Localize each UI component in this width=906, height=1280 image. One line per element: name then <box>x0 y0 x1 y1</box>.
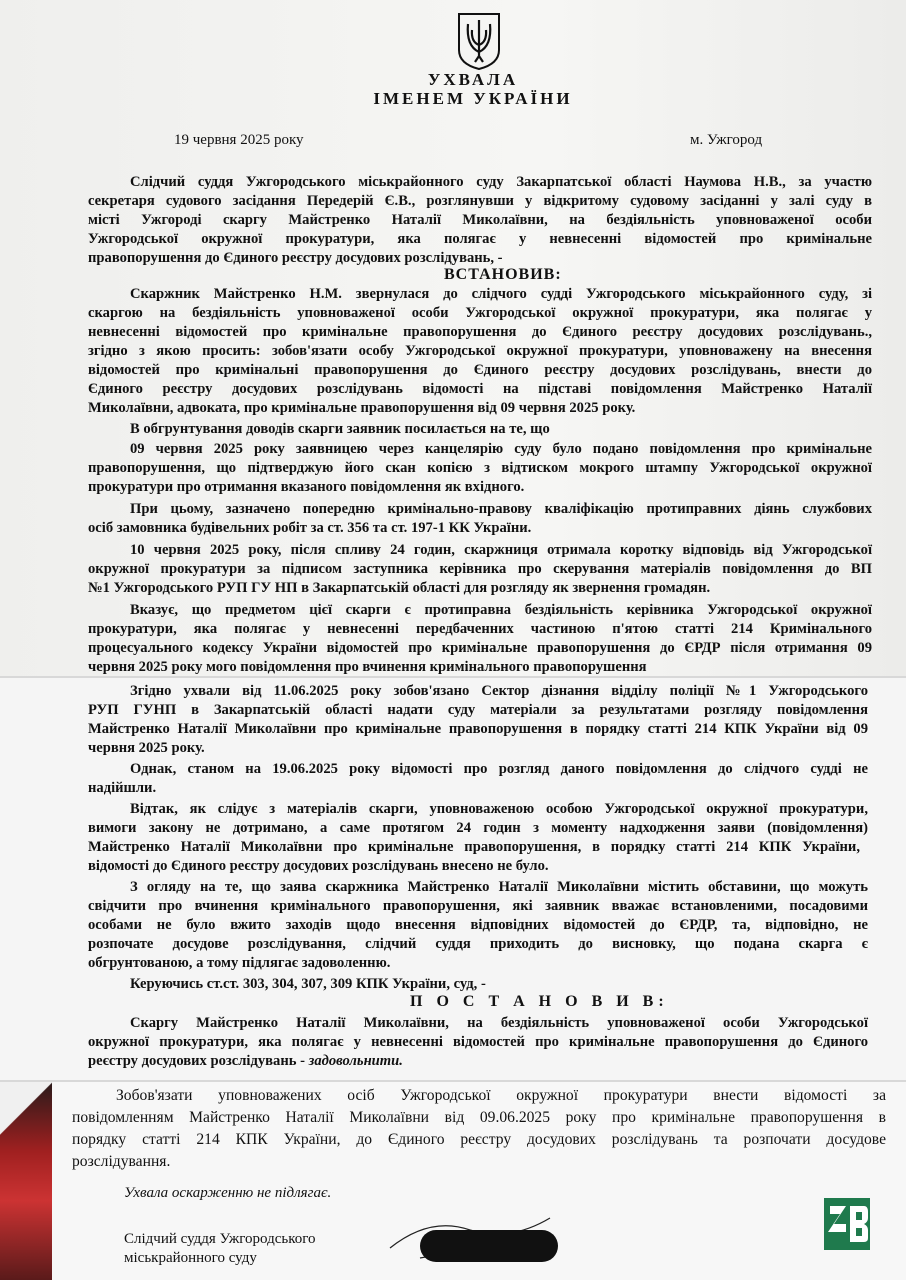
signature-title: міськрайонного суду <box>124 1250 257 1266</box>
text-line: При цьому, зазначено попередню кримінально-правову кваліфікацію протиправних діянь службових <box>130 501 872 517</box>
text-line: №1 Ужгородського РУП ГУ НП в Закарпатській області для розгляду як звернення громадян. <box>88 580 711 596</box>
text-line: Скаргу Майстренко Наталії Миколаївни, на бездіяльність уповноваженої особи Ужгородської <box>130 1015 868 1031</box>
ruling-date: 19 червня 2025 року <box>174 132 304 148</box>
text-line: червня 2025 року мого повідомлення про вчинення кримінального правопорушення <box>88 659 647 675</box>
section-heading-established: ВСТАНОВИВ: <box>444 266 562 283</box>
text-line: повідомленням Майстренко Наталії Миколаївни від 09.06.2025 року про кримінальне правопорушення в <box>72 1109 886 1126</box>
text-line: прокуратури про отримання вказаного повідомлення як вхідного. <box>88 479 525 495</box>
ruling-city: м. Ужгород <box>690 132 763 148</box>
text-line: З огляду на те, що заява скаржника Майстренко Наталії Миколаївни містить обставини, що можуть <box>130 879 868 895</box>
signature-title: Слідчий суддя Ужгородського <box>124 1231 316 1247</box>
text-line: окружної прокуратури, яка полягає у невнесенні відомостей про кримінальне правопорушення до Єдиного <box>88 1034 868 1050</box>
section-heading-ruled: П О С Т А Н О В И В: <box>410 993 669 1010</box>
text-line: відомостей про кримінальні правопорушення до Єдиного реєстру досудових розслідувань, внести до <box>88 362 872 378</box>
text-line: 10 червня 2025 року, після спливу 24 годин, скаржниця отримала коротку відповідь від Ужгородської <box>130 542 872 558</box>
text-line: окружної прокуратури за підписом заступника керівника про скерування матеріалів повідомлення до ВП <box>88 561 872 577</box>
text-line: особами не було вжито заходів щодо внесення відповідних відомостей до ЄРДР, та, відповідно, не <box>88 917 868 933</box>
text-line: Керуючись ст.ст. 303, 304, 307, 309 КПК України, суд, - <box>130 976 486 992</box>
text-line: Згідно ухвали від 11.06.2025 року зобов'язано Сектор дізнання відділу поліції №1 Ужгородського <box>130 683 868 699</box>
trident-coat-of-arms-icon <box>456 12 502 70</box>
text-line: В обгрунтування доводів скарги заявник посилається на те, що <box>130 421 550 437</box>
text-line: відомості до Єдиного реєстру досудових розслідувань внесено не було. <box>88 858 549 874</box>
intro-line: секретаря судового засідання Передерій Є.В., розглянувши у відкритому судовому засіданні у залі суду в <box>88 193 872 209</box>
document-subtitle: ІМЕНЕМ УКРАЇНИ <box>373 89 573 108</box>
text-line: червня 2025 року. <box>88 740 205 756</box>
text-line: Майстренко Наталії Миколаївни про кримінальне правопорушення, в порядку статті 214 КПК України, <box>88 839 860 855</box>
text-line: розпочате досудове розслідування, слідчий суддя приходить до висновку, що подана скарга є <box>88 936 868 952</box>
text-line: надійшли. <box>88 780 157 796</box>
ruled-decision: задовольнити. <box>308 1053 403 1069</box>
text-line: скаргою на бездіяльність уповноваженої особи Ужгородської окружної прокуратури, яка полягає у <box>88 305 872 321</box>
intro-line: Ужгородської окружної прокуратури, яка полягає у невнесенні відомостей про кримінальне <box>88 231 872 247</box>
text-line: процесуального кодексу України відомостей про кримінальне правопорушення до ЄРДР після отримання 09 <box>88 640 872 656</box>
text-line: прокуратури, яка полягає у невнесенні передбаченних частиною п'ятою статті 214 Кримінального <box>88 621 872 637</box>
text-line <box>88 1052 403 1071</box>
document-title: УХВАЛА <box>427 70 519 89</box>
text-line: порядку статті 214 КПК України, до Єдиного реєстру досудових розслідувань та розпочати досудове <box>72 1131 886 1148</box>
redaction-block <box>420 1230 558 1262</box>
z-news-logo-icon <box>824 1198 870 1250</box>
text-line: Майстренко Наталії Миколаївни про кримінальне правопорушення в порядку статті 214 КПК України від 09 <box>88 721 868 737</box>
text-line: невнесенні відомостей про кримінальне правопорушення до Єдиного реєстру досудових розслідувань., <box>88 324 872 340</box>
text-line: вимоги закону не дотримано, а саме протягом 24 годин з моменту надходження заяви (повідомлення) <box>88 820 868 836</box>
intro-line: місті Ужгороді скаргу Майстренко Наталії Миколаївни, на бездіяльність уповноваженої особи <box>88 212 872 228</box>
text-line: правопорушення, що підтверджую його скан копією з відтиском мокрого штампу Ужгородської окружної <box>88 460 872 476</box>
text-line: Вказує, що предметом цієї скарги є протиправна бездіяльність керівника Ужгородської окружної <box>130 602 872 618</box>
text-line: свідчити про вчинення кримінального правопорушення, які заявник вважає встановленими, посадовими <box>88 898 868 914</box>
text-line: Відтак, як слідує з матеріалів скарги, уповноваженою особою Ужгородської окружної прокуратури, <box>130 801 868 817</box>
page-3 <box>0 1082 906 1280</box>
text-line: Миколаївни, адвоката, про кримінальне правопорушення від 09 червня 2025 року. <box>88 400 636 416</box>
text-line: Однак, станом на 19.06.2025 року відомості про розгляд даного повідомлення до слідчого судді не <box>130 761 868 777</box>
ruled-text: реєстру досудових розслідувань - <box>88 1053 309 1069</box>
text-line: осіб замовника будівельних робіт за ст. 356 та ст. 197-1 КК України. <box>88 520 532 536</box>
text-line: РУП ГУНП в Закарпатській області надати суду матеріали за результатами розгляду повідомлення <box>88 702 868 718</box>
appeal-note: Ухвала оскарженню не підлягає. <box>124 1185 332 1201</box>
text-line: 09 червня 2025 року заявницею через канцелярію суду було подано повідомлення про кримінальне <box>130 441 872 457</box>
intro-line: Слідчий суддя Ужгородського міськрайонного суду Закарпатської області Наумова Н.В., за участю <box>130 174 872 190</box>
text-line: обгрунтованою, а тому підлягає задоволенню. <box>88 955 391 971</box>
background-object <box>0 1082 70 1142</box>
intro-line: правопорушення до Єдиного реєстру досудових розслідувань, - <box>88 250 503 266</box>
text-line: Єдиного реєстру досудових розслідувань відомості на підставі повідомлення Майстренко Наталії <box>88 381 872 397</box>
text-line: розслідування. <box>72 1153 171 1170</box>
page-2 <box>0 678 906 1080</box>
text-line: Зобов'язати уповноважених осіб Ужгородської окружної прокуратури внести відомості за <box>116 1087 886 1104</box>
text-line: Скаржник Майстренко Н.М. звернулася до слідчого судді Ужгородського міськрайонного суду, зі <box>130 286 872 302</box>
text-line: згідно з якою просить: зобов'язати особу Ужгородської окружної прокуратури, уповноважену на внесення <box>88 343 872 359</box>
